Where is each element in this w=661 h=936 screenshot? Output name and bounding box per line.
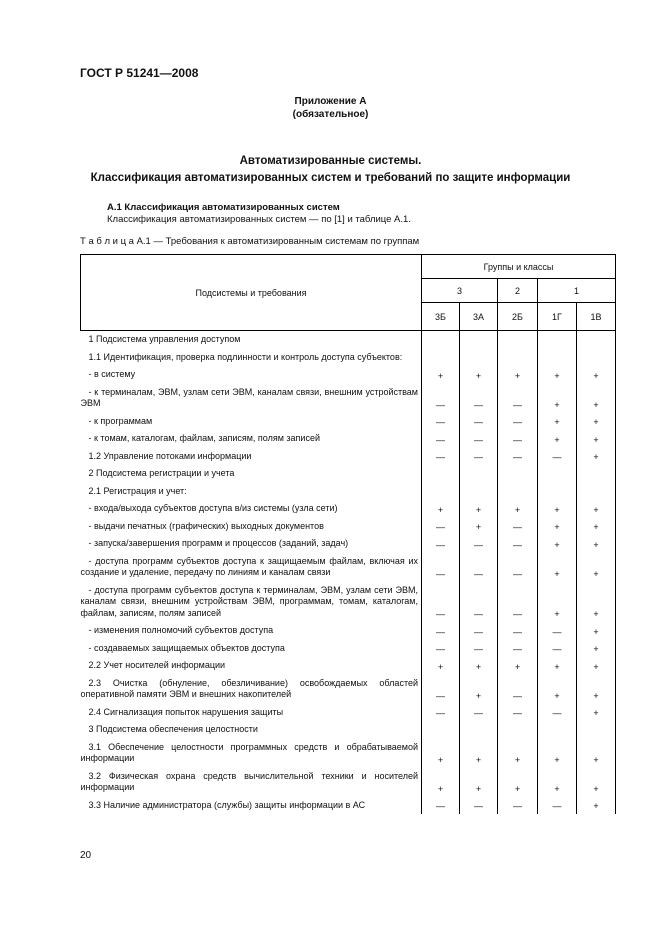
requirement-mark bbox=[538, 483, 577, 501]
group-header: 1 bbox=[538, 279, 616, 303]
requirement-mark: — bbox=[422, 448, 460, 466]
requirement-mark: — bbox=[498, 622, 538, 640]
table-row bbox=[81, 483, 616, 501]
requirement-mark: — bbox=[422, 535, 460, 553]
requirement-mark: + bbox=[577, 535, 616, 553]
requirement-mark: + bbox=[577, 384, 616, 413]
requirement-mark: + bbox=[538, 739, 577, 768]
requirement-label: - доступа программ субъектов доступа к защищаемым файлам, включая их создание и удаление, передачу по линиям и каналам связи bbox=[80, 555, 418, 577]
table-row bbox=[81, 366, 616, 384]
requirement-mark bbox=[460, 349, 498, 367]
table-row bbox=[81, 518, 616, 536]
requirement-mark: + bbox=[498, 657, 538, 675]
requirement-mark: — bbox=[422, 675, 460, 704]
requirement-mark bbox=[577, 721, 616, 739]
requirement-mark: + bbox=[460, 768, 498, 797]
requirement-mark: + bbox=[538, 675, 577, 704]
requirement-mark: + bbox=[577, 675, 616, 704]
requirement-text bbox=[81, 500, 422, 518]
requirement-label: 3.3 Наличие администратора (службы) защиты информации в АС bbox=[88, 799, 366, 810]
table-row bbox=[81, 704, 616, 722]
requirement-label: - в систему bbox=[88, 369, 136, 379]
requirement-mark bbox=[577, 483, 616, 501]
requirement-mark: + bbox=[577, 553, 616, 582]
requirement-mark: — bbox=[460, 430, 498, 448]
requirement-mark bbox=[498, 349, 538, 367]
requirement-mark: + bbox=[422, 366, 460, 384]
class-header: 1В bbox=[577, 303, 616, 331]
requirement-mark: — bbox=[498, 675, 538, 704]
requirement-mark bbox=[422, 465, 460, 483]
requirement-mark bbox=[460, 331, 498, 349]
requirement-text bbox=[81, 366, 422, 384]
section-heading: А.1 Классификация автоматизированных систем bbox=[107, 202, 340, 213]
requirement-label: 2.3 Очистка (обнуление, обезличивание) освобождаемых областей оперативной памяти ЭВМ и внешних накопителей bbox=[80, 677, 418, 699]
requirement-text bbox=[81, 675, 422, 704]
table-row bbox=[81, 500, 616, 518]
requirement-mark bbox=[577, 465, 616, 483]
groups-header: Группы и классы bbox=[422, 255, 616, 279]
requirement-text bbox=[81, 553, 422, 582]
requirement-mark: + bbox=[577, 448, 616, 466]
requirement-label: - создаваемых защищаемых объектов доступа bbox=[88, 642, 285, 653]
requirement-mark: — bbox=[538, 622, 577, 640]
requirement-mark: + bbox=[577, 657, 616, 675]
requirements-table bbox=[80, 254, 616, 814]
requirement-label: - к терминалам, ЭВМ, узлам сети ЭВМ, каналам связи, внешним устройствам ЭВМ bbox=[80, 386, 418, 408]
requirement-mark: — bbox=[422, 797, 460, 815]
requirement-mark: + bbox=[422, 739, 460, 768]
requirement-mark bbox=[538, 349, 577, 367]
requirement-label: - к программам bbox=[88, 415, 153, 426]
requirement-mark: — bbox=[422, 704, 460, 722]
requirement-label: 2.2 Учет носителей информации bbox=[88, 660, 226, 670]
requirement-mark: + bbox=[577, 739, 616, 768]
requirement-mark: — bbox=[460, 535, 498, 553]
table-row bbox=[81, 331, 616, 349]
requirement-label: - доступа программ субъектов доступа к терминалам, ЭВМ, узлам сети ЭВМ, каналам связи, внешним устройствам ЭВМ, программам, томам, каталогам, файлам, записям, полям записей bbox=[80, 584, 418, 618]
requirement-label: 3.1 Обеспечение целостности программных средств и обрабатываемой информации bbox=[80, 741, 418, 763]
table-row bbox=[81, 553, 616, 582]
requirement-mark: + bbox=[538, 430, 577, 448]
table-row bbox=[81, 797, 616, 815]
requirement-mark: + bbox=[577, 640, 616, 658]
requirement-label: 2 Подсистема регистрации и учета bbox=[88, 468, 235, 478]
requirement-mark: + bbox=[498, 500, 538, 518]
requirement-mark bbox=[538, 721, 577, 739]
requirement-label: 3 Подсистема обеспечения целостности bbox=[88, 724, 258, 734]
table-row bbox=[81, 413, 616, 431]
table-row bbox=[81, 657, 616, 675]
requirement-mark: — bbox=[498, 518, 538, 536]
requirement-mark: — bbox=[422, 553, 460, 582]
table-row bbox=[81, 349, 616, 367]
requirement-mark: — bbox=[460, 413, 498, 431]
requirement-text bbox=[81, 535, 422, 553]
appendix-title: Приложение А bbox=[294, 96, 367, 107]
class-header: 3Б bbox=[422, 303, 460, 331]
requirement-mark: + bbox=[538, 366, 577, 384]
requirement-mark: + bbox=[577, 704, 616, 722]
requirement-text bbox=[81, 640, 422, 658]
table-row bbox=[81, 768, 616, 797]
requirement-mark bbox=[460, 721, 498, 739]
table-row bbox=[81, 430, 616, 448]
title-line-1: Автоматизированные системы. bbox=[239, 155, 422, 167]
requirement-mark bbox=[498, 483, 538, 501]
requirement-text bbox=[81, 721, 422, 739]
requirement-mark: + bbox=[577, 518, 616, 536]
requirement-mark: — bbox=[498, 640, 538, 658]
requirement-mark: + bbox=[577, 582, 616, 623]
requirement-mark: — bbox=[422, 582, 460, 623]
class-header: 2Б bbox=[498, 303, 538, 331]
requirement-mark: — bbox=[498, 448, 538, 466]
requirement-mark bbox=[460, 483, 498, 501]
requirement-mark: + bbox=[460, 518, 498, 536]
requirement-mark: + bbox=[498, 739, 538, 768]
requirement-mark bbox=[422, 331, 460, 349]
requirement-label: - входа/выхода субъектов доступа в/из системы (узла сети) bbox=[88, 503, 338, 513]
requirement-mark: — bbox=[422, 518, 460, 536]
page-number: 20 bbox=[80, 850, 92, 861]
requirement-mark: + bbox=[498, 768, 538, 797]
requirement-mark: — bbox=[498, 704, 538, 722]
title-line-2: Классификация автоматизированных систем и требований по защите информации bbox=[90, 172, 571, 184]
requirement-mark: — bbox=[460, 448, 498, 466]
requirement-label: 1 Подсистема управления доступом bbox=[88, 334, 241, 344]
requirement-mark: + bbox=[577, 622, 616, 640]
requirement-mark bbox=[538, 331, 577, 349]
column-header-requirements: Подсистемы и требования bbox=[81, 255, 422, 331]
requirement-mark: — bbox=[498, 582, 538, 623]
requirement-mark bbox=[538, 465, 577, 483]
requirement-mark: — bbox=[460, 622, 498, 640]
requirement-label: - к томам, каталогам, файлам, записям, полям записей bbox=[88, 433, 320, 443]
requirement-mark: — bbox=[538, 704, 577, 722]
class-header: 1Г bbox=[538, 303, 577, 331]
requirement-label: 3.2 Физическая охрана средств вычислительной техники и носителей информации bbox=[80, 770, 418, 792]
requirement-mark: + bbox=[538, 518, 577, 536]
requirement-mark: — bbox=[460, 797, 498, 815]
requirement-text bbox=[81, 622, 422, 640]
requirement-mark bbox=[460, 465, 498, 483]
requirement-mark: + bbox=[538, 384, 577, 413]
requirement-mark bbox=[498, 721, 538, 739]
requirement-mark: + bbox=[538, 535, 577, 553]
requirement-text bbox=[81, 483, 422, 501]
requirement-text bbox=[81, 739, 422, 768]
requirement-mark bbox=[422, 483, 460, 501]
requirement-mark: + bbox=[460, 366, 498, 384]
table-row bbox=[81, 535, 616, 553]
requirement-mark bbox=[498, 465, 538, 483]
requirement-mark: + bbox=[422, 500, 460, 518]
requirement-mark: + bbox=[577, 768, 616, 797]
requirement-mark: + bbox=[538, 500, 577, 518]
requirement-label: 1.2 Управление потоками информации bbox=[88, 450, 252, 461]
requirement-mark: — bbox=[538, 448, 577, 466]
requirement-mark bbox=[422, 721, 460, 739]
requirement-mark: + bbox=[577, 500, 616, 518]
section-text: Классификация автоматизированных систем — по [1] и таблице А.1. bbox=[107, 214, 411, 225]
appendix-note: (обязательное) bbox=[292, 109, 369, 120]
requirement-text bbox=[81, 349, 422, 367]
requirement-mark bbox=[577, 331, 616, 349]
requirement-mark: — bbox=[460, 553, 498, 582]
requirement-label: 2.1 Регистрация и учет: bbox=[88, 485, 187, 496]
table-caption: Т а б л и ц а А.1 — Требования к автоматизированным системам по группам bbox=[80, 236, 420, 247]
requirement-text bbox=[81, 448, 422, 466]
requirement-text bbox=[81, 331, 422, 349]
requirement-mark: — bbox=[422, 430, 460, 448]
requirement-mark: — bbox=[498, 797, 538, 815]
requirement-mark: — bbox=[422, 622, 460, 640]
requirement-label: - изменения полномочий субъектов доступа bbox=[88, 625, 274, 635]
requirement-mark: + bbox=[538, 413, 577, 431]
requirement-label: - запуска/завершения программ и процессов (заданий, задач) bbox=[88, 538, 349, 548]
table-row bbox=[81, 640, 616, 658]
requirement-mark: — bbox=[538, 797, 577, 815]
requirement-label: - выдачи печатных (графических) выходных документов bbox=[88, 520, 324, 531]
table-row bbox=[81, 384, 616, 413]
requirement-mark: + bbox=[422, 768, 460, 797]
requirement-mark: — bbox=[498, 535, 538, 553]
requirement-text bbox=[81, 797, 422, 815]
requirement-text bbox=[81, 768, 422, 797]
requirement-mark: + bbox=[538, 582, 577, 623]
requirement-mark: + bbox=[538, 553, 577, 582]
requirement-text bbox=[81, 657, 422, 675]
requirement-mark: — bbox=[498, 413, 538, 431]
requirement-mark bbox=[422, 349, 460, 367]
requirement-label: 1.1 Идентификация, проверка подлинности и контроль доступа субъектов: bbox=[88, 351, 403, 362]
requirement-mark: — bbox=[498, 553, 538, 582]
requirement-text bbox=[81, 582, 422, 623]
requirement-mark: — bbox=[460, 384, 498, 413]
requirement-text bbox=[81, 704, 422, 722]
requirement-mark bbox=[577, 349, 616, 367]
group-header: 2 bbox=[498, 279, 538, 303]
requirement-mark: — bbox=[422, 640, 460, 658]
requirement-mark: — bbox=[422, 384, 460, 413]
requirement-mark: — bbox=[460, 640, 498, 658]
requirement-label: 2.4 Сигнализация попыток нарушения защиты bbox=[88, 706, 284, 717]
class-header: 3А bbox=[460, 303, 498, 331]
requirement-text bbox=[81, 430, 422, 448]
requirement-mark: — bbox=[460, 704, 498, 722]
requirement-mark: + bbox=[577, 366, 616, 384]
table-row bbox=[81, 582, 616, 623]
requirement-mark: — bbox=[422, 413, 460, 431]
table-row bbox=[81, 465, 616, 483]
requirement-mark: + bbox=[460, 657, 498, 675]
group-header: 3 bbox=[422, 279, 498, 303]
requirement-mark: — bbox=[498, 430, 538, 448]
requirement-text bbox=[81, 518, 422, 536]
table-row bbox=[81, 721, 616, 739]
requirement-mark: — bbox=[460, 582, 498, 623]
table-row bbox=[81, 448, 616, 466]
document-header: ГОСТ Р 51241—2008 bbox=[80, 66, 199, 80]
requirement-mark: + bbox=[577, 430, 616, 448]
requirement-mark: + bbox=[538, 657, 577, 675]
requirement-mark: + bbox=[498, 366, 538, 384]
requirement-text bbox=[81, 413, 422, 431]
requirement-mark: + bbox=[422, 657, 460, 675]
requirement-mark: + bbox=[460, 739, 498, 768]
requirement-mark: + bbox=[460, 675, 498, 704]
requirement-mark: + bbox=[538, 768, 577, 797]
table-row bbox=[81, 739, 616, 768]
requirement-mark: + bbox=[577, 797, 616, 815]
requirement-mark: — bbox=[498, 384, 538, 413]
requirement-mark bbox=[498, 331, 538, 349]
requirement-mark: + bbox=[460, 500, 498, 518]
requirement-mark: — bbox=[538, 640, 577, 658]
requirement-text bbox=[81, 465, 422, 483]
requirement-text bbox=[81, 384, 422, 413]
requirement-mark: + bbox=[577, 413, 616, 431]
table-row bbox=[81, 622, 616, 640]
table-row bbox=[81, 675, 616, 704]
